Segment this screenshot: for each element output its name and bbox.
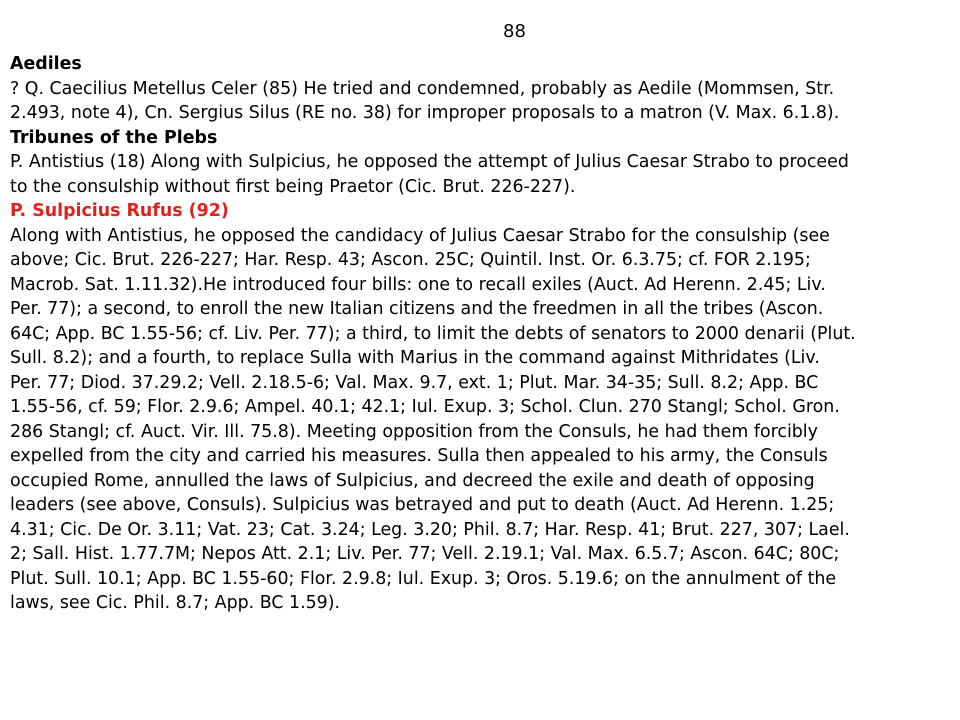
body-line: 64C; App. BC 1.55-56; cf. Liv. Per. 77); a third, to limit the debts of senators to 2000 denarii (Plut. (10, 323, 856, 344)
body-line: above; Cic. Brut. 226-227; Har. Resp. 43; Ascon. 25C; Quintil. Inst. Or. 6.3.75; cf. FOR 2.195; (10, 250, 811, 270)
body-line: 4.31; Cic. De Or. 3.11; Vat. 23; Cat. 3.24; Leg. 3.20; Phil. 8.7; Har. Resp. 41; Brut. 227, 307; Lael. (10, 519, 850, 540)
body-line: to the consulship without first being Praetor (Cic. Brut. 226-227). (10, 176, 576, 197)
body-line: expelled from the city and carried his measures. Sulla then appealed to his army, the Consuls (10, 446, 828, 466)
body-line: Per. 77); a second, to enroll the new Italian citizens and the freedmen in all the tribes (Ascon. (10, 299, 824, 319)
page-number: 88 (503, 21, 526, 42)
body-line: Per. 77; Diod. 37.29.2; Vell. 2.18.5-6; Val. Max. 9.7, ext. 1; Plut. Mar. 34-35; Sull. 8.2; App. BC (10, 372, 819, 393)
body-line: Along with Antistius, he opposed the candidacy of Julius Caesar Strabo for the consulship (see (10, 225, 830, 246)
body-line: 286 Stangl; cf. Auct. Vir. Ill. 75.8). Meeting opposition from the Consuls, he had them forcibly (10, 421, 818, 442)
body-line: P. Antistius (18) Along with Sulpicius, he opposed the attempt of Julius Caesar Strabo to proceed (10, 152, 849, 172)
body-line: 1.55-56, cf. 59; Flor. 2.9.6; Ampel. 40.1; 42.1; Iul. Exup. 3; Schol. Clun. 270 Stangl; Schol. Gron. (10, 397, 840, 417)
body-line: 2; Sall. Hist. 1.77.7M; Nepos Att. 2.1; Liv. Per. 77; Vell. 2.19.1; Val. Max. 6.5.7; Ascon. 64C; 80C; (10, 544, 840, 564)
body-line: 2.493, note 4), Cn. Sergius Silus (RE no. 38) for improper proposals to a matron (V. Max. 6.1.8). (10, 103, 840, 123)
body-line: Macrob. Sat. 1.11.32).He introduced four bills: one to recall exiles (Auct. Ad Herenn. 2.45; Liv. (10, 274, 826, 295)
body-line: ? Q. Caecilius Metellus Celer (85) He tried and condemned, probably as Aedile (Mommsen, Str. (10, 78, 835, 99)
body-line: laws, see Cic. Phil. 8.7; App. BC 1.59). (10, 593, 341, 613)
document-body (10, 52, 955, 616)
body-line: Plut. Sull. 10.1; App. BC 1.55-60; Flor. 2.9.8; Iul. Exup. 3; Oros. 5.19.6; on the annulment of the (10, 568, 837, 589)
person-heading-sulpicius: P. Sulpicius Rufus (92) (10, 201, 229, 221)
body-line: leaders (see above, Consuls). Sulpicius was betrayed and put to death (Auct. Ad Herenn. 1.25; (10, 495, 835, 515)
section-heading-aediles: Aediles (10, 54, 82, 74)
section-heading-tribunes: Tribunes of the Plebs (10, 127, 218, 148)
body-line: Sull. 8.2); and a fourth, to replace Sulla with Marius in the command against Mithridates (Liv. (10, 348, 820, 368)
body-line: occupied Rome, annulled the laws of Sulpicius, and decreed the exile and death of opposing (10, 470, 815, 491)
